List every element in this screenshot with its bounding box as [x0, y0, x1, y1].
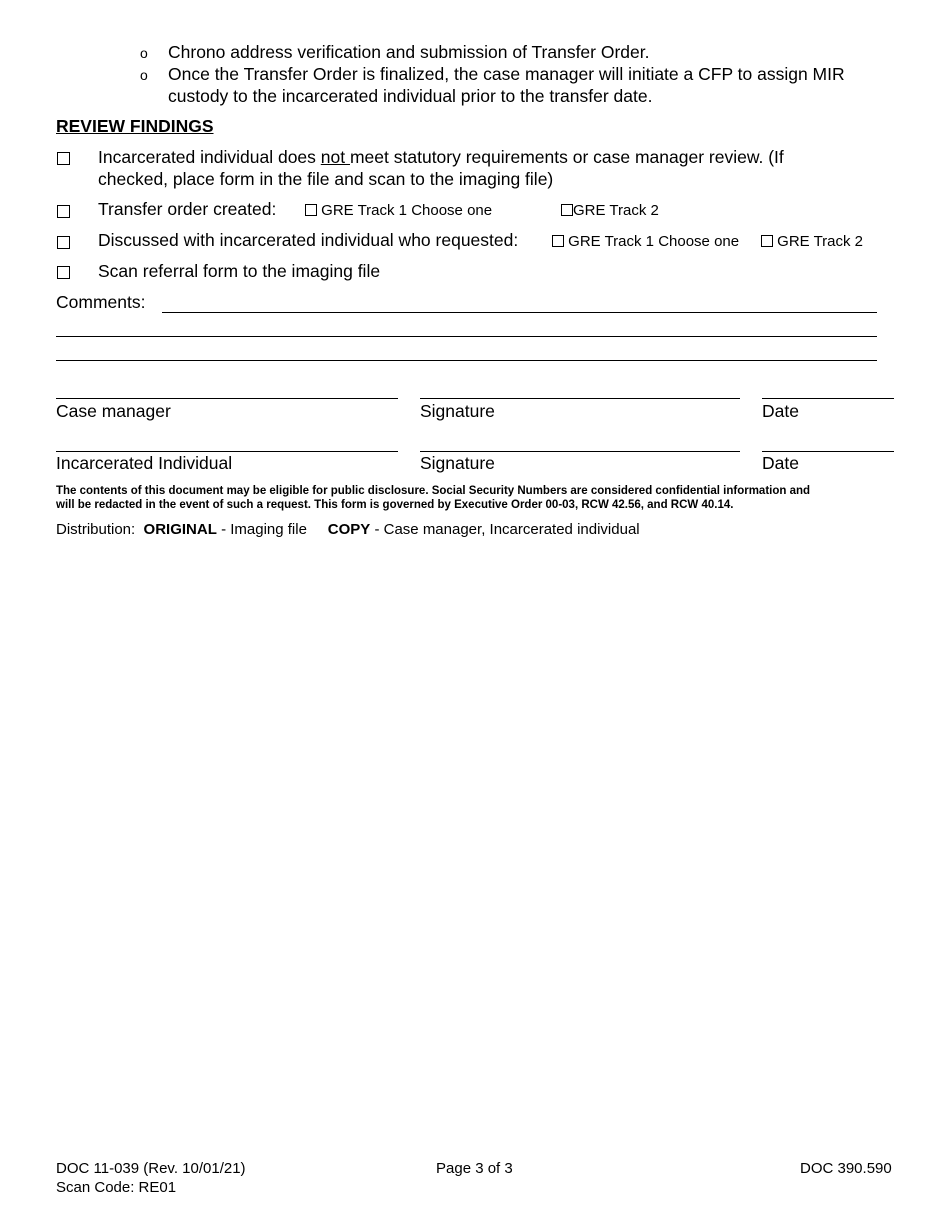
case-manager-signature-line[interactable]: [420, 398, 740, 399]
scan-referral-checkbox[interactable]: [57, 266, 70, 279]
bullet-marker: o: [140, 67, 148, 83]
discussed-checkbox[interactable]: [57, 236, 70, 249]
transfer-order-created-checkbox[interactable]: [57, 205, 70, 218]
not-meet-requirements-label-line2: checked, place form in the file and scan to the imaging file): [98, 169, 554, 189]
discussed-label: Discussed with incarcerated individual who requested:: [98, 230, 519, 250]
discussed-gre-track-1-option[interactable]: GRE Track 1 Choose one: [552, 233, 739, 250]
scan-code: Scan Code: RE01: [56, 1179, 177, 1196]
transfer-gre-track-1-option[interactable]: GRE Track 1 Choose one: [305, 202, 492, 219]
not-meet-requirements-label: Incarcerated individual does not meet statutory requirements or case manager review. (If: [98, 147, 784, 167]
signature-caption: Signature: [420, 401, 495, 421]
gre-track-2-checkbox[interactable]: [761, 235, 773, 247]
date-caption: Date: [762, 401, 799, 421]
review-findings-heading: REVIEW FINDINGS: [56, 116, 214, 136]
public-disclosure-line-1: The contents of this document may be eligible for public disclosure. Social Security Numbers are considered confidential information and: [56, 485, 811, 497]
comments-input-line-2[interactable]: [56, 336, 877, 337]
incarcerated-individual-caption: Incarcerated Individual: [56, 453, 233, 473]
date-caption: Date: [762, 453, 799, 473]
incarcerated-individual-name-line[interactable]: [56, 451, 398, 452]
transfer-order-created-label: Transfer order created:: [98, 199, 277, 219]
scan-referral-label: Scan referral form to the imaging file: [98, 261, 381, 281]
not-meet-requirements-checkbox[interactable]: [57, 152, 70, 165]
signature-caption: Signature: [420, 453, 495, 473]
case-manager-name-line[interactable]: [56, 398, 398, 399]
bullet-text: Chrono address verification and submission of Transfer Order.: [168, 42, 650, 62]
comments-input-line-3[interactable]: [56, 360, 877, 361]
incarcerated-individual-signature-line[interactable]: [420, 451, 740, 452]
not-emphasis: not: [320, 147, 350, 167]
gre-track-2-checkbox[interactable]: [561, 204, 573, 216]
gre-track-1-checkbox[interactable]: [305, 204, 317, 216]
gre-track-1-checkbox[interactable]: [552, 235, 564, 247]
case-manager-date-line[interactable]: [762, 398, 894, 399]
comments-label: Comments:: [56, 292, 146, 312]
discussed-gre-track-2-option[interactable]: GRE Track 2: [761, 233, 863, 250]
case-manager-caption: Case manager: [56, 401, 171, 421]
distribution-line: Distribution: ORIGINAL - Imaging file COPY - Case manager, Incarcerated individual: [56, 521, 640, 538]
public-disclosure-line-2: will be redacted in the event of such a request. This form is governed by Executive Order 00-03, RCW 42.56, and RCW 40.14.: [56, 499, 734, 511]
bullet-text: Once the Transfer Order is finalized, the case manager will initiate a CFP to assign MIR: [168, 64, 845, 84]
bullet-marker: o: [140, 45, 148, 61]
bullet-text-continued: custody to the incarcerated individual prior to the transfer date.: [168, 86, 653, 106]
page-number: Page 3 of 3: [436, 1160, 513, 1177]
policy-number: DOC 390.590: [800, 1160, 892, 1177]
incarcerated-individual-date-line[interactable]: [762, 451, 894, 452]
form-number: DOC 11-039 (Rev. 10/01/21): [56, 1160, 246, 1177]
transfer-gre-track-2-option[interactable]: GRE Track 2: [561, 202, 659, 219]
public-disclosure-notice: [56, 484, 896, 512]
comments-input-line-1[interactable]: [162, 312, 877, 313]
